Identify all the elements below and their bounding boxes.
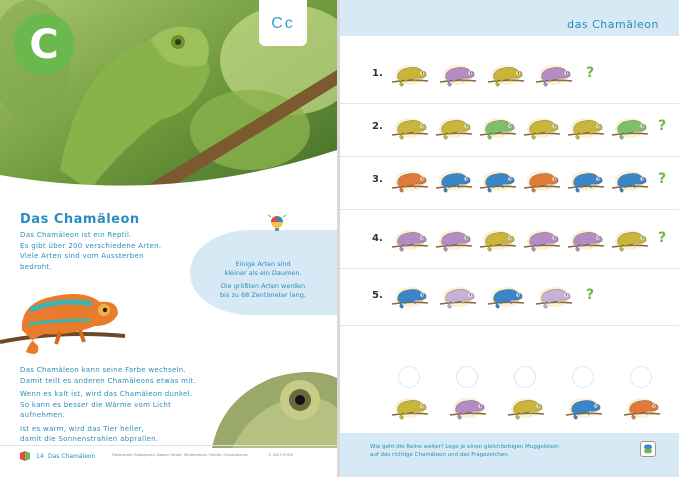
chameleon-green[interactable]: [610, 115, 650, 146]
stone-slot[interactable]: [514, 366, 536, 388]
body-line: Ist es warm, wird das Tier heller,: [20, 424, 145, 433]
chameleon-illustration: [0, 280, 130, 360]
chameleon-purple[interactable]: [534, 62, 574, 93]
book-icon: [20, 451, 30, 461]
chameleon-yellow[interactable]: [434, 115, 474, 146]
footer-credits: Fotocredits: Bildagentur Zoonar GmbH, Shutterstock, Fotolia / Illustrationen: [112, 453, 249, 457]
body-line: Wenn es kalt ist, wird das Chamäleon dunkel.: [20, 390, 193, 398]
letter-card: Cc: [259, 0, 307, 46]
bubble-text: [198, 260, 328, 300]
chameleon-green[interactable]: [478, 115, 518, 146]
bubble-line: kleiner als ein Daumen.: [224, 269, 302, 277]
answer-chameleon-purple[interactable]: [448, 395, 488, 426]
chameleon-eye-photo: [212, 358, 337, 448]
body-line: aufnehmen.: [20, 411, 66, 419]
question-mark[interactable]: ?: [586, 287, 595, 303]
right-page: [340, 0, 679, 477]
letter-badge-text: C: [29, 22, 59, 68]
chameleon-blue[interactable]: [566, 168, 606, 199]
left-page: [0, 0, 337, 477]
intro-line: Es gibt über 200 verschiedene Arten.: [20, 241, 162, 250]
stone-slot[interactable]: [630, 366, 652, 388]
row-number: 4.: [372, 233, 383, 244]
footer-title: Das Chamäleon: [48, 453, 96, 460]
chameleon-lilac[interactable]: [534, 284, 574, 315]
chameleon-blue[interactable]: [486, 284, 526, 315]
body-line: Damit teilt es anderen Chamäleons etwas mit.: [20, 376, 197, 385]
bubble-line: Einige Arten sind: [235, 260, 291, 268]
instruction-line: Wie geht die Reihe weiter? Lege je einen gleichfarbigen Muggelstein: [370, 444, 559, 450]
row-number: 3.: [372, 174, 383, 185]
chameleon-yellow[interactable]: [486, 62, 526, 93]
bubble-line: bis zu 68 Zentimeter lang.: [220, 291, 306, 299]
intro-paragraph: [20, 230, 161, 272]
page-number: 14: [36, 453, 44, 460]
page-title: Das Chamäleon: [20, 212, 140, 227]
chameleon-lilac[interactable]: [438, 284, 478, 315]
pattern-row: [340, 213, 679, 269]
pattern-row: [340, 48, 679, 104]
stone-icon: [640, 441, 656, 457]
chameleon-blue[interactable]: [478, 168, 518, 199]
question-mark[interactable]: ?: [658, 230, 667, 246]
bubble-line: Die größten Arten werden: [220, 282, 306, 290]
chameleon-blue[interactable]: [610, 168, 650, 199]
question-mark[interactable]: ?: [586, 65, 595, 81]
footer-copyright: © 2020 PONS: [268, 453, 293, 457]
chameleon-purple[interactable]: [566, 227, 606, 258]
chameleon-purple[interactable]: [522, 227, 562, 258]
question-mark[interactable]: ?: [658, 118, 667, 134]
right-page-title: das Chamäleon: [567, 18, 659, 31]
chameleon-purple[interactable]: [434, 227, 474, 258]
chameleon-yellow[interactable]: [390, 62, 430, 93]
chameleon-purple[interactable]: [438, 62, 478, 93]
chameleon-orange[interactable]: [522, 168, 562, 199]
intro-line: Viele Arten sind vom Aussterben: [20, 252, 144, 260]
chameleon-purple[interactable]: [390, 227, 430, 258]
chameleon-orange[interactable]: [390, 168, 430, 199]
stone-slot[interactable]: [398, 366, 420, 388]
row-number: 5.: [372, 290, 383, 301]
answer-chameleon-yellow[interactable]: [506, 395, 546, 426]
row-number: 2.: [372, 121, 383, 132]
chameleon-blue[interactable]: [390, 284, 430, 315]
stone-slot[interactable]: [456, 366, 478, 388]
pattern-row: [340, 101, 679, 157]
chameleon-yellow[interactable]: [610, 227, 650, 258]
intro-line: Das Chamäleon ist ein Reptil.: [20, 231, 132, 239]
body-line: Das Chamäleon kann seine Farbe wechseln.: [20, 366, 187, 374]
chameleon-yellow[interactable]: [478, 227, 518, 258]
letter-badge: [12, 12, 76, 76]
stone-slot[interactable]: [572, 366, 594, 388]
page-footer: [0, 445, 337, 477]
pattern-row: [340, 270, 679, 326]
pattern-row: [340, 154, 679, 210]
answer-chameleon-orange[interactable]: [622, 395, 662, 426]
chameleon-yellow[interactable]: [390, 115, 430, 146]
row-number: 1.: [372, 68, 383, 79]
body-line: damit die Sonnenstrahlen abprallen.: [20, 435, 159, 443]
answer-chameleon-blue[interactable]: [564, 395, 604, 426]
chameleon-blue[interactable]: [434, 168, 474, 199]
question-mark[interactable]: ?: [658, 171, 667, 187]
color-change-paragraph: [20, 365, 196, 445]
answer-chameleon-yellow[interactable]: [390, 395, 430, 426]
instruction-text: [370, 443, 559, 459]
instruction-line: auf das richtige Chamäleon und das Fragezeichen.: [370, 452, 510, 458]
lightbulb-icon: [266, 212, 288, 234]
chameleon-yellow[interactable]: [566, 115, 606, 146]
chameleon-yellow[interactable]: [522, 115, 562, 146]
intro-line: bedroht.: [20, 262, 53, 271]
body-line: So kann es besser die Wärme vom Licht: [20, 400, 172, 409]
